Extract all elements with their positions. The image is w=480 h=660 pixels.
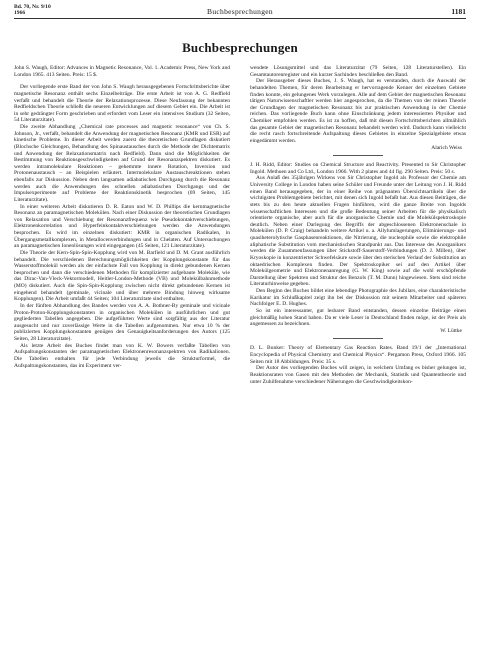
review-citation: John S. Waugh, Editor: Advances in Magnetic Resonance, Vol. 1. Academic Press, New York and London 1965. 413 Seiten. Preis: 15 $. (14, 65, 230, 78)
paragraph: Die zweite Abhandlung „Chemical rate processes and magnetic resonance“ von Ch. S. Johnson, Jr., verfaßt, behandelt die Anwendung der magnetischen Resonanz (KMR und ESR) auf kinetische Probleme. In dieser Arbeit werden zuerst die theoretischen Grundlagen diskutiert (Blochsche Gleichungen, Behandlung des Spinaustausches durch die Methode der Dichtematrix und Anwendung der Relaxationsmatrix nach Redfield). Dann sind die Möglichkeiten der Bestimmung von Reaktionsgeschwindigkeiten auf Grund der Resonanzspektren diskutiert. Es werden intramolekulare Reaktionen – gehemmte innere Rotation, Inversion und Protonenaustausch – an Beispielen erläutert. Intermolekulare Austauschreaktionen stehen ebenfalls zur Diskussion. Neben dem langsamen adiabatischen Durchgang durch die Resonanz werden auch die Anwendungen des schnellen adiabatischen Durchgangs und der Impulsexperimente auf Probleme der Reaktionskinetik besprochen (69 Seiten, 145 Literaturzitate). (14, 124, 230, 203)
paragraph: In einer weiteren Arbeit diskutieren D. R. Eaton und W. D. Phillips die kernmagnetische Resonanz an paramagnetischen Molekülen. Nach einer Diskussion der theoretischen Grundlagen von Relaxation und Verschiebung der Resonanzfrequenz wie Pseudokontaktverschiebungen, Elektronenkorrelation und Hyperfeinkontaktverschiebungen werden die Anwendungen besprochen. Es wird im einzelnen diskutiert: KMR in organischen Radikalen, in Übergangsmetallkomplexen, in Metallocenverbindungen und in Chelaten. Auf Untersuchungen an paramagnetischen Ionenlösungen wird eingegangen (45 Seiten, 121 Literaturzitate). (14, 203, 230, 250)
paragraph: Der Herausgeber dieses Buches, J. S. Waugh, hat es verstanden, durch die Auswahl der behandelten Themen, für deren Bearbeitung er hervorragende Kenner der einzelnen Gebiete finden konnte, ein gelungenes Werk vorzulegen. Alle auf dem Gebiet der magnetischen Resonanz tätigen Naturwissenschaftler werden hier angesprochen, da die Themen von der reinen Theorie der Grundlagen der magnetischen Resonanz bis zur praktischen Anwendung in der Chemie reichen. Das vorliegende Buch kann ohne Einschränkung jedem interessierten Physiker und Chemiker empfohlen werden. Es ist zu hoffen, daß mit diesen Fortschrittsberichten allmählich das gesamte Gebiet der magnetischen Resonanz behandelt werden wird. Dadurch kann vielleicht die recht rasch fortschreitende Aufspaltung dieses Gebietes in einzelne Spezialgebiete etwas eingedämmt werden. (250, 78, 466, 144)
page-number: 1181 (451, 7, 466, 16)
section-name: Buchbesprechungen (207, 7, 273, 16)
right-column (250, 65, 466, 385)
reviewer-signature: W. Lüttke (440, 327, 462, 334)
header-rule (14, 18, 466, 19)
paragraph: Aus Anlaß des 35jährigen Wirkens von Sir Christopher Ingold als Professor der Chemie am University College in London haben seine Schüler und Freunde unter der Leitung von J. H. Ridd einen Band herausgegeben, der in einer Reihe von prägnanten Übersichtsartikeln über die wichtigsten Problemgebiete berichtet, mit denen sich Ingold befaßt hat. Aus diesen Beiträgen, die stets bis zu den heute aktuellen Fragen hinführen, wird die ganze Breite von Ingolds wissenschaftlichen Interessen und die große Bedeutung seiner Arbeiten für die physikalisch orientierte organische, aber auch für die anorganische Chemie und die Molekülspektroskopie deutlich. Neben einer Darlegung des Begriffs der abgeschlossenen Elektronenschale in Molekülen (D. P. Craig) behandeln weitere Artikel u. a. Allylumlagerungen, Eliminierungs- und quasiheterolytische Gasphasenreaktionen, die Nitrierung, die nucleophile sowie die elektrophile aliphatische Substitution vom mechanistischen Standpunkt aus. Das Interesse des Anorganikers werden die Zusammenfassungen über Stickstoff-Sauerstoff-Verbindungen (D. J. Millen), über Kryoskopie in konzentrierter Schwefelsäure sowie über den sterischen Verlauf der Substitution an oktaedrischen Komplexen finden. Der Spektroskopiker sei auf den Artikel über Molekülgeometrie und Elektronenanregung (G. W. King) sowie auf die wohl erschöpfende Darstellung über Spektren und Struktur des Benzols (T. M. Dunn) hingewiesen. Stets sind reiche Literaturhinweise gegeben. (250, 175, 466, 288)
page-title: Buchbesprechungen (182, 40, 298, 55)
review-citation: D. L. Bunker: Theory of Elementary Gas Reaction Rates. Band 19/1 der „International Encyclopedia of Physical Chemistry and Chemical Physics“. Pergamon Press, Oxford 1966. 105 Seiten mit 18 Abbildungen. Preis: 35 s. (250, 345, 466, 365)
volume-number: Bd. 70, Nr. 9/10 (14, 4, 51, 10)
paragraph: wendete Lösungsmittel und das Literaturzitat (79 Seiten, 128 Literaturstellen). Ein Gesamtautorenregister und ein kurzer Sachindex beschließen den Band. (250, 65, 466, 78)
review-citation: J. H. Ridd, Editor: Studies on Chemical Structure and Reactivity. Presented to Sir Christopher Ingold. Methuen and Co Ltd., London 1966. With 2 plates and 44 fig. 290 Seiten. Preis: 50 s. (250, 162, 466, 175)
paragraph: Der vorliegende erste Band der von John S. Waugh herausgegebenen Fortschrittsberichte über magnetische Resonanz enthält sechs Einzelbeiträge. Die erste Arbeit ist von A. G. Redfield verfaßt und behandelt die Theorie der Relaxationsprozesse. Diese Neufassung der bekannten Redfieldschen Theorie schließt die neueren Entwicklungen auf diesem Gebiet ein. Die Arbeit ist in sehr gedrängter Form geschrieben und erfordert vom Leser ein intensives Studium (32 Seiten, 54 Literaturzitate). (14, 84, 230, 124)
volume-year: 1966 (14, 10, 26, 16)
review-separator (333, 338, 383, 339)
paragraph: Als letzte Arbeit des Buches findet man von K. W. Bowers verfaßte Tabellen von Aufspaltungskonstanten der paramagnetischen Elektronenresonanzspektren von Radikalionen. Die Tabellen enthalten für jede Verbindung jeweils die Strukturformel, die Aufspaltungskonstanten, das im Experiment ver- (14, 342, 230, 369)
paragraph: In der fünften Abhandlung des Bandes werden von A. A. Bothner-By geminale und vicinale Proton-Proton-Kopplungskonstanten in organischen Molekülen in ausführlichen und gut gegliederten Tabellen angegeben. Die aufgeführten Werte sind sorgfältig aus der Literatur ausgesucht und nur zuverlässige Werte in die Tabellen aufgenommen. Nur etwa 10 % der publizierten Kopplungskonstanten genügen den Genauigkeitsanforderungen des Autors (125 Seiten, 28 Literaturzitate). (14, 302, 230, 342)
paragraph: Den Beginn des Buches bildet eine lebendige Photographie des Jubilars, eine charakteristische Karikatur im Schlußkapitel zeigt ihn bei der Diskussion mit seinem Mitarbeiter und späteren Nachfolger E. D. Hughes. (250, 288, 466, 308)
paragraph: Der Autor des vorliegenden Buches will zeigen, in welchem Umfang es bisher gelungen ist, Reaktionsraten von Gasen mit den Methoden der Mechanik, Statistik und Quantentheorie und unter Zuhilfenahme verschiedener Näherungen die Geschwindigkeitskon- (250, 365, 466, 385)
reviewer-signature: Alarich Weiss (431, 144, 462, 151)
review-separator (333, 155, 383, 156)
paragraph: Die Theorie der Kern-Spin-Spin-Kopplung wird von M. Barfield und D. M. Grant ausführlich behandelt. Die verschiedenen Berechnungsmöglichkeiten der Kopplungskonstante für das Wasserstoffmolekül werden als der einfachste Fall von Kopplung in direkt gebundenen Kernen besprochen und dann die verschiedenen Methoden für komplizierter aufgebaute Moleküle, wie das Dirac-Van-Vleck-Vektormodell, Heitler-London-Methode (VB) und Molekülbahnmethode (MO) diskutiert. Auch die Spin-Spin-Kopplung zwischen nicht direkt gebundenen Kernen ist eingehend behandelt (geminale, vicinale und über mehrere Bindung hinweg wirksame Kopplungen). Die Arbeit umfaßt 44 Seiten; 104 Literaturzitate sind enthalten. (14, 249, 230, 303)
paragraph: So ist ein interessanter, gut lesbarer Band entstanden, dessen einzelne Beiträge einen gleichmäßig hohen Stand haben. Da er viele Leser in Deutschland finden möge, ist der Preis als angemessen zu bezeichnen. (250, 307, 466, 328)
left-column (14, 65, 230, 369)
